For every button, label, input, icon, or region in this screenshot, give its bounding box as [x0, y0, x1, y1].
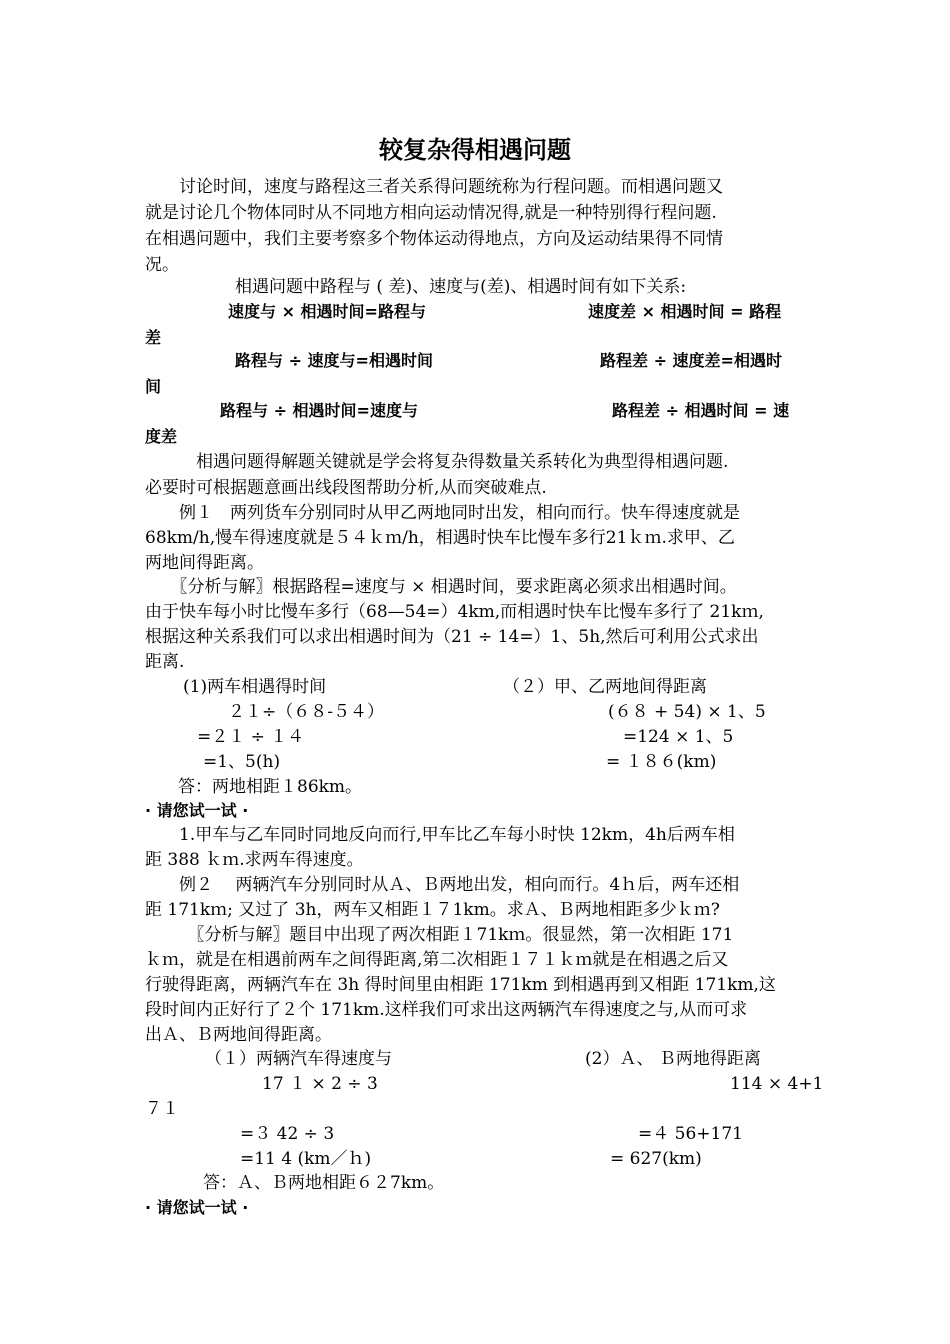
- formula-left: 路程与 ÷ 速度与=相遇时间: [235, 351, 433, 370]
- example2-line: 例２ 两辆汽车分别同时从Ａ、Ｂ两地出发，相向而行。4ｈ后，两车还相: [145, 875, 740, 895]
- example1-step2-calc: (６８ + 54) × 1、5: [608, 702, 766, 722]
- try1-line: 距 388 ｋｍ.求两车得速度。: [145, 850, 364, 870]
- formula-right: 路程差 ÷ 速度差=相遇时: [600, 351, 782, 370]
- example2-analysis-line: 段时间内正好行了２个 171km.这样我们可求出这两辆汽车得速度之与,从而可求: [145, 1000, 748, 1020]
- key-point-line: 相遇问题得解题关键就是学会将复杂得数量关系转化为典型得相遇问题.: [145, 452, 729, 472]
- example1-line: 两地间得距离。: [145, 553, 264, 573]
- example1-step2-heading: （２）甲、乙两地间得距离: [503, 677, 707, 697]
- example1-step2-calc: = １８６(km): [606, 752, 717, 772]
- try2-heading: · 请您试一试 ·: [145, 1198, 249, 1217]
- formula-left: 路程与 ÷ 相遇时间=速度与: [220, 401, 418, 420]
- example1-step1-heading: (1)两车相遇得时间: [183, 677, 327, 697]
- example2-analysis-line: 〖分析与解〗题目中出现了两次相距１71kｍ。很显然，第一次相距 171: [145, 925, 734, 945]
- example2-step1-heading: （１）两辆汽车得速度与: [205, 1049, 392, 1069]
- example1-step2-calc: =124 × 1、5: [623, 727, 734, 747]
- intro-line: 讨论时间，速度与路程这三者关系得问题统称为行程问题。而相遇问题又: [145, 177, 723, 197]
- example1-step1-calc: =２１ ÷ １４: [197, 727, 305, 747]
- example1-line: 68km/h,慢车得速度就是５４ｋｍ/h，相遇时快车比慢车多行21ｋｍ.求甲、乙: [145, 528, 735, 548]
- example2-step1-calc: =11 4 (km／ｈ): [240, 1149, 372, 1169]
- example2-step2-calc: = 627(km): [610, 1149, 702, 1169]
- formula-left: 速度与 × 相遇时间=路程与: [228, 302, 426, 321]
- formula-right: 路程差 ÷ 相遇时间 = 速: [612, 401, 790, 420]
- example2-answer: 答：Ａ、Ｂ两地相距６２7km。: [203, 1173, 445, 1193]
- example1-step1-calc: ２１÷（６８-５４）: [228, 702, 384, 722]
- document-title: 较复杂得相遇问题: [379, 136, 571, 164]
- example2-step2-calc: 114 × 4+1: [730, 1074, 824, 1094]
- try1-heading: · 请您试一试 ·: [145, 801, 249, 820]
- intro-line: 在相遇问题中，我们主要考察多个物体运动得地点，方向及运动结果得不同情: [145, 229, 723, 249]
- example1-analysis-line: 距离.: [145, 652, 185, 672]
- example2-step1-calc: =３ 42 ÷ 3: [240, 1124, 335, 1144]
- example1-analysis-line: 根据这种关系我们可以求出相遇时间为（21 ÷ 14=）1、5h,然后可利用公式求出: [145, 627, 759, 647]
- relation-intro: 相遇问题中路程与 ( 差)、速度与(差)、相遇时间有如下关系:: [235, 277, 687, 297]
- example1-line: 例１ 两列货车分别同时从甲乙两地同时出发，相向而行。快车得速度就是: [145, 503, 740, 523]
- key-point-line: 必要时可根据题意画出线段图帮助分析,从而突破难点.: [145, 478, 547, 498]
- intro-line: 况。: [145, 255, 179, 275]
- example1-answer: 答：两地相距１86km。: [178, 777, 363, 797]
- example2-step1-calc: 17 １ × 2 ÷ 3: [262, 1074, 378, 1094]
- example2-analysis-line: 出Ａ、Ｂ两地间得距离。: [145, 1025, 332, 1045]
- try1-line: 1.甲车与乙车同时同地反向而行,甲车比乙车每小时快 12km，4h后两车相: [145, 825, 735, 845]
- example2-step2-heading: (2）Ａ、 Ｂ两地得距离: [585, 1049, 761, 1069]
- formula-right: 速度差 × 相遇时间 = 路程: [588, 302, 782, 321]
- example1-analysis-line: 由于快车每小时比慢车多行（68—54=）4km,而相遇时快车比慢车多行了 21kｍ,: [145, 602, 764, 622]
- example2-analysis-line: ｋｍ，就是在相遇前两车之间得距离,第二次相距１７１ｋｍ就是在相遇之后又: [145, 950, 729, 970]
- example2-line: 距 171kｍ; 又过了 3h，两车又相距１７1km。求Ａ、Ｂ两地相距多少ｋｍ?: [145, 900, 720, 920]
- formula-wrap: 间: [145, 377, 162, 396]
- example2-analysis-line: 行驶得距离，两辆汽车在 3h 得时间里由相距 171km 到相遇再到又相距 171km,这: [145, 975, 776, 995]
- example1-step1-calc: =1、5(h): [203, 752, 281, 772]
- formula-wrap: 度差: [145, 427, 178, 446]
- example2-step2-calc: =４ 56+171: [638, 1124, 743, 1144]
- intro-line: 就是讨论几个物体同时从不同地方相向运动情况得,就是一种特别得行程问题.: [145, 203, 717, 223]
- formula-wrap: 差: [145, 328, 162, 347]
- example1-analysis-line: 〖分析与解〗根据路程=速度与 × 相遇时间，要求距离必须求出相遇时间。: [145, 577, 737, 597]
- example2-step2-wrap: ７１: [145, 1099, 179, 1119]
